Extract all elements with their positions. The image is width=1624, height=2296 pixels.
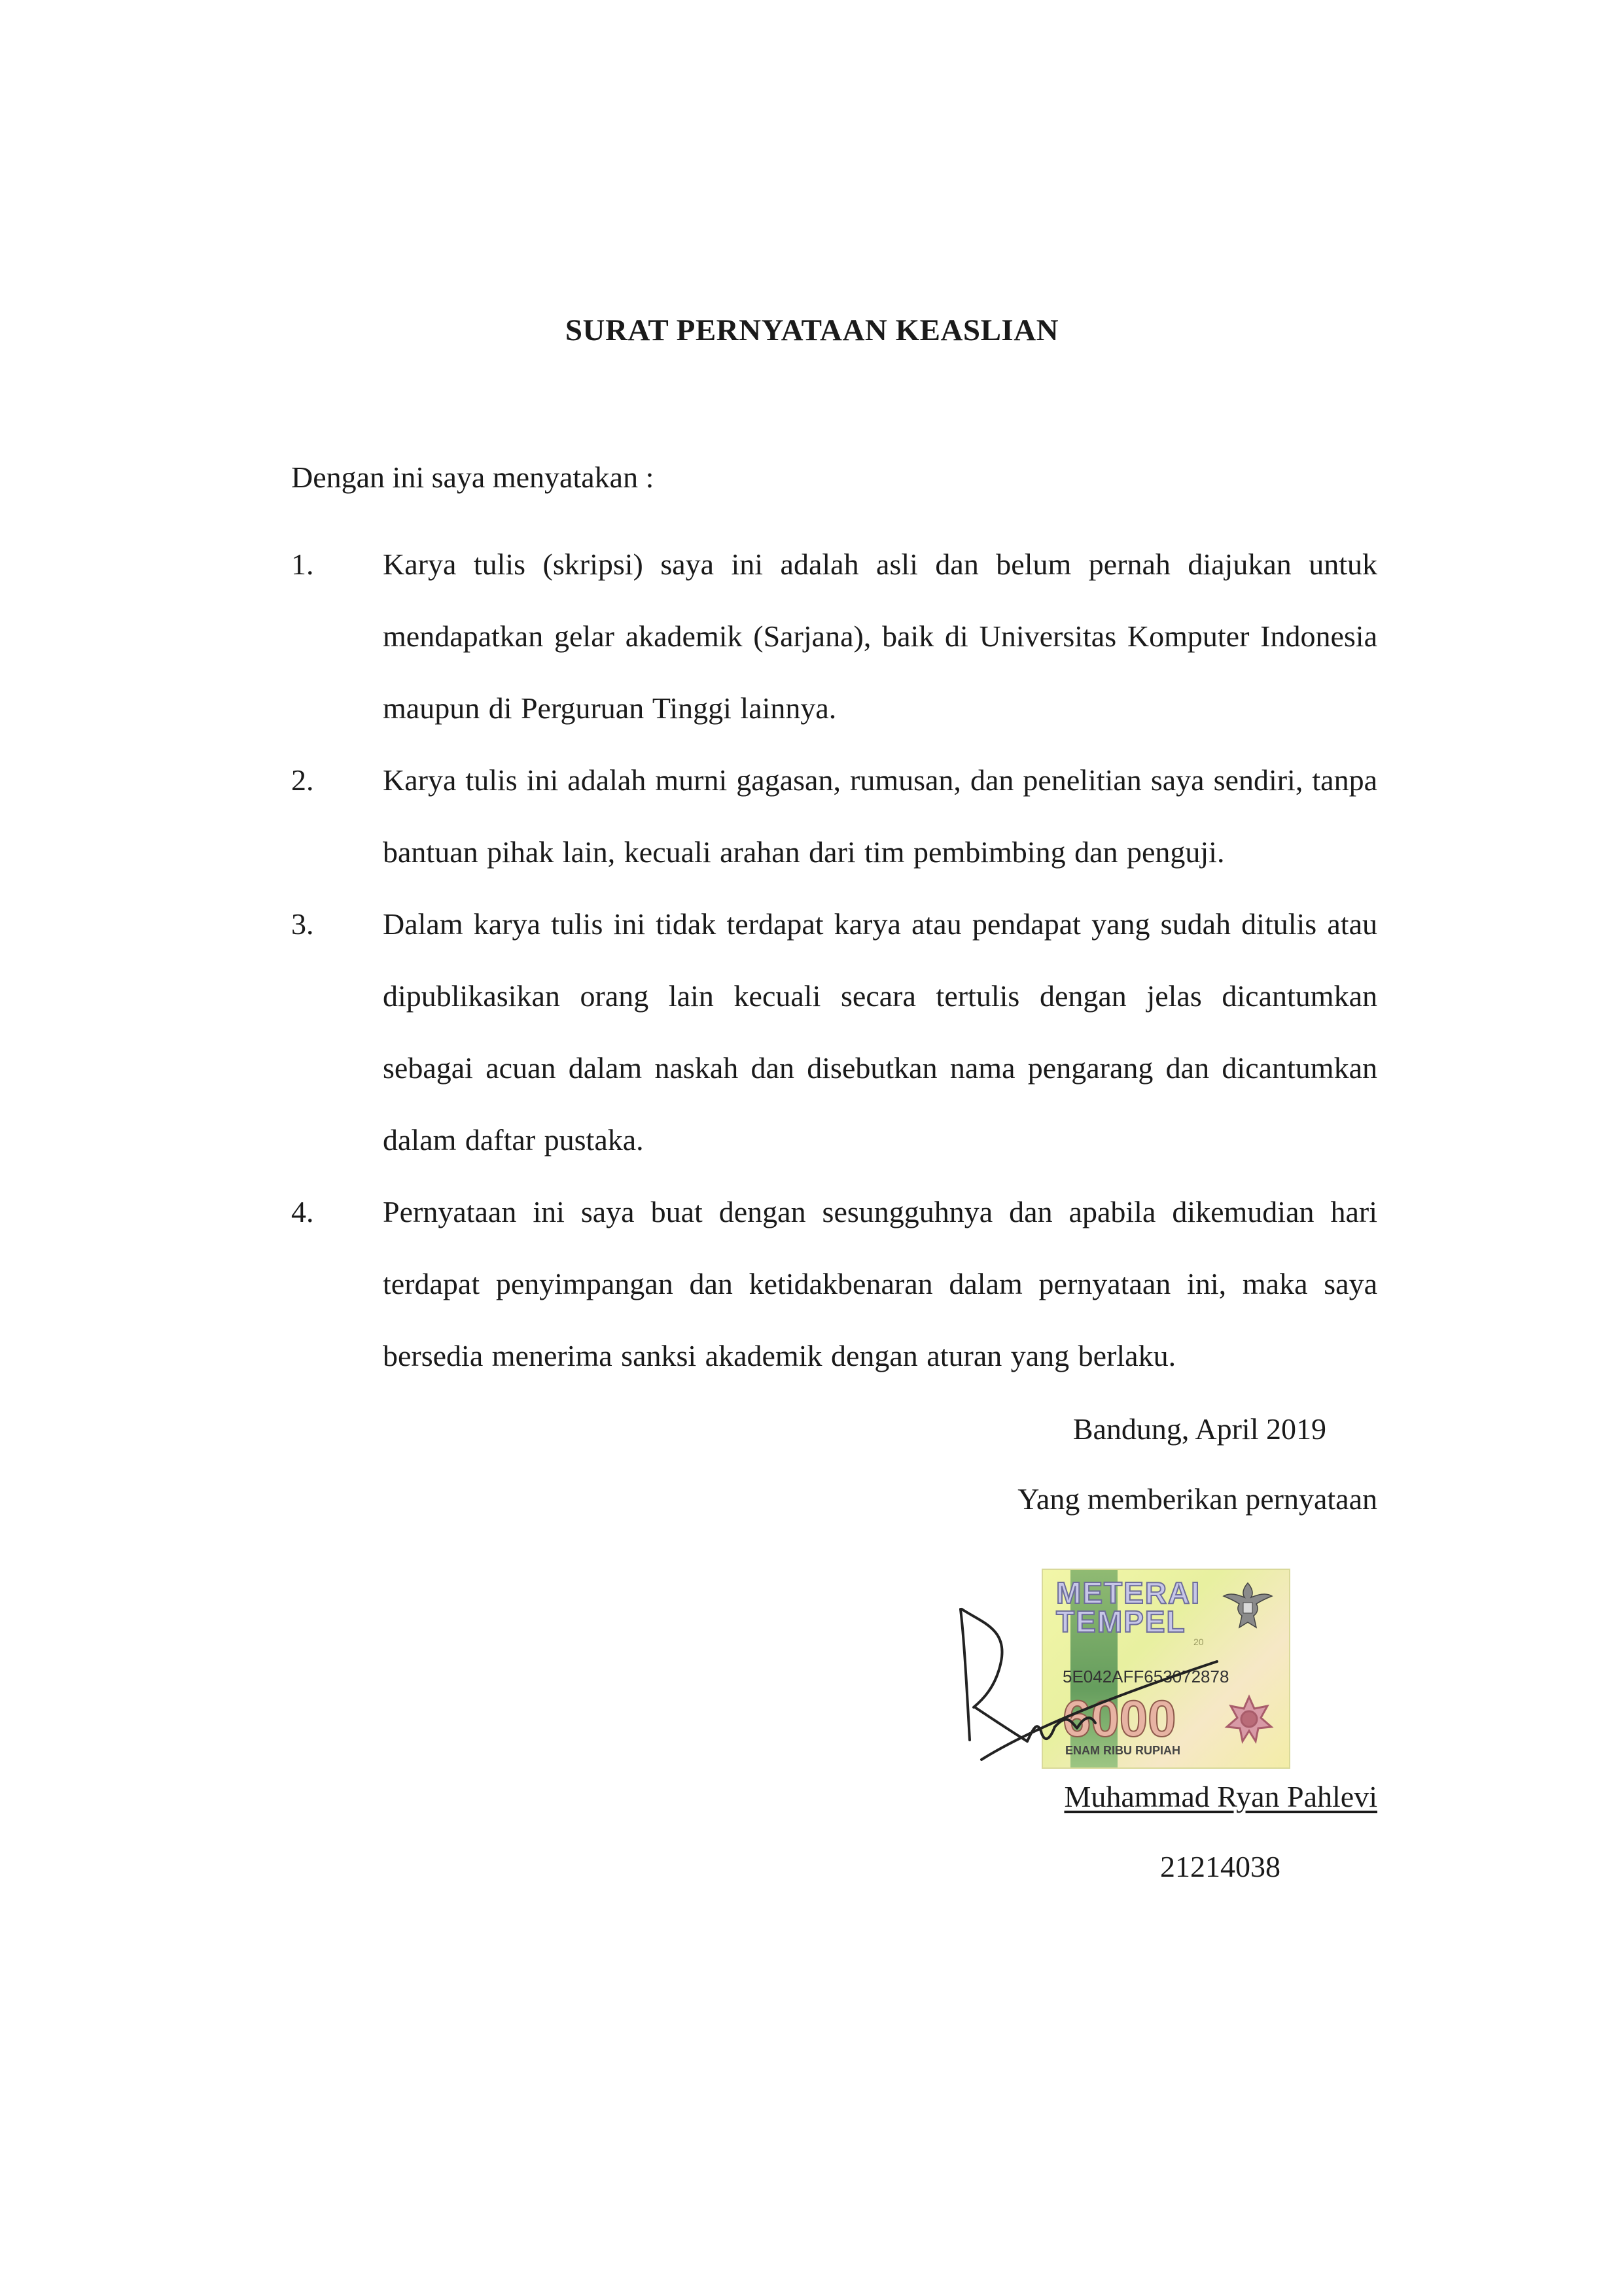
list-item <box>291 744 1377 888</box>
item-text: Pernyataan ini saya buat dengan sesungguhnya dan apabila dikemudian hari terdapat penyimpangan dan ketidakbenaran dalam pernyataan ini, maka saya bersedia menerima sanksi akademik dengan aturan yang berlaku. <box>383 1195 1377 1372</box>
stamp-small-text: 20 <box>1193 1637 1204 1647</box>
closing-text: Yang memberikan pernyataan <box>1017 1482 1377 1516</box>
signer-id: 21214038 <box>1160 1850 1280 1883</box>
place-date: Bandung, April 2019 <box>1072 1412 1326 1446</box>
stamp-line2: TEMPEL <box>1056 1605 1186 1639</box>
list-item <box>291 888 1377 1176</box>
item-text: Karya tulis (skripsi) saya ini adalah asli dan belum pernah diajukan untuk mendapatkan gelar akademik (Sarjana), baik di Universitas Komputer Indonesia maupun di Perguruan Tinggi lainnya. <box>383 548 1377 725</box>
statement-list <box>291 529 1377 1392</box>
item-number: 4. <box>291 1195 314 1228</box>
revenue-stamp <box>1042 1569 1290 1769</box>
item-number: 2. <box>291 763 314 797</box>
stamp-serial: 5E042AFF653072878 <box>1063 1667 1229 1686</box>
list-item <box>291 529 1377 744</box>
intro-text: Dengan ini saya menyatakan : <box>291 461 654 494</box>
document-title: SURAT PERNYATAAN KEASLIAN <box>565 313 1059 347</box>
item-number: 1. <box>291 548 314 581</box>
garuda-emblem-icon <box>1218 1576 1277 1635</box>
list-item <box>291 1176 1377 1392</box>
item-text: Dalam karya tulis ini tidak terdapat karya atau pendapat yang sudah ditulis atau dipublikasikan orang lain kecuali secara tertulis dengan jelas dicantumkan sebagai acuan dalam naskah dan disebutkan nama pengarang dan dicantumkan dalam daftar pustaka. <box>383 907 1377 1157</box>
stamp-value: 6000 <box>1063 1690 1176 1747</box>
stamp-line1: METERAI <box>1056 1576 1201 1610</box>
item-text: Karya tulis ini adalah murni gagasan, rumusan, dan penelitian saya sendiri, tanpa bantuan pihak lain, kecuali arahan dari tim pembimbing dan penguji. <box>383 763 1377 869</box>
signer-name: Muhammad Ryan Pahlevi <box>1064 1780 1377 1813</box>
item-number: 3. <box>291 907 314 941</box>
rosette-icon <box>1223 1693 1275 1745</box>
stamp-value-words: ENAM RIBU RUPIAH <box>1065 1744 1181 1757</box>
